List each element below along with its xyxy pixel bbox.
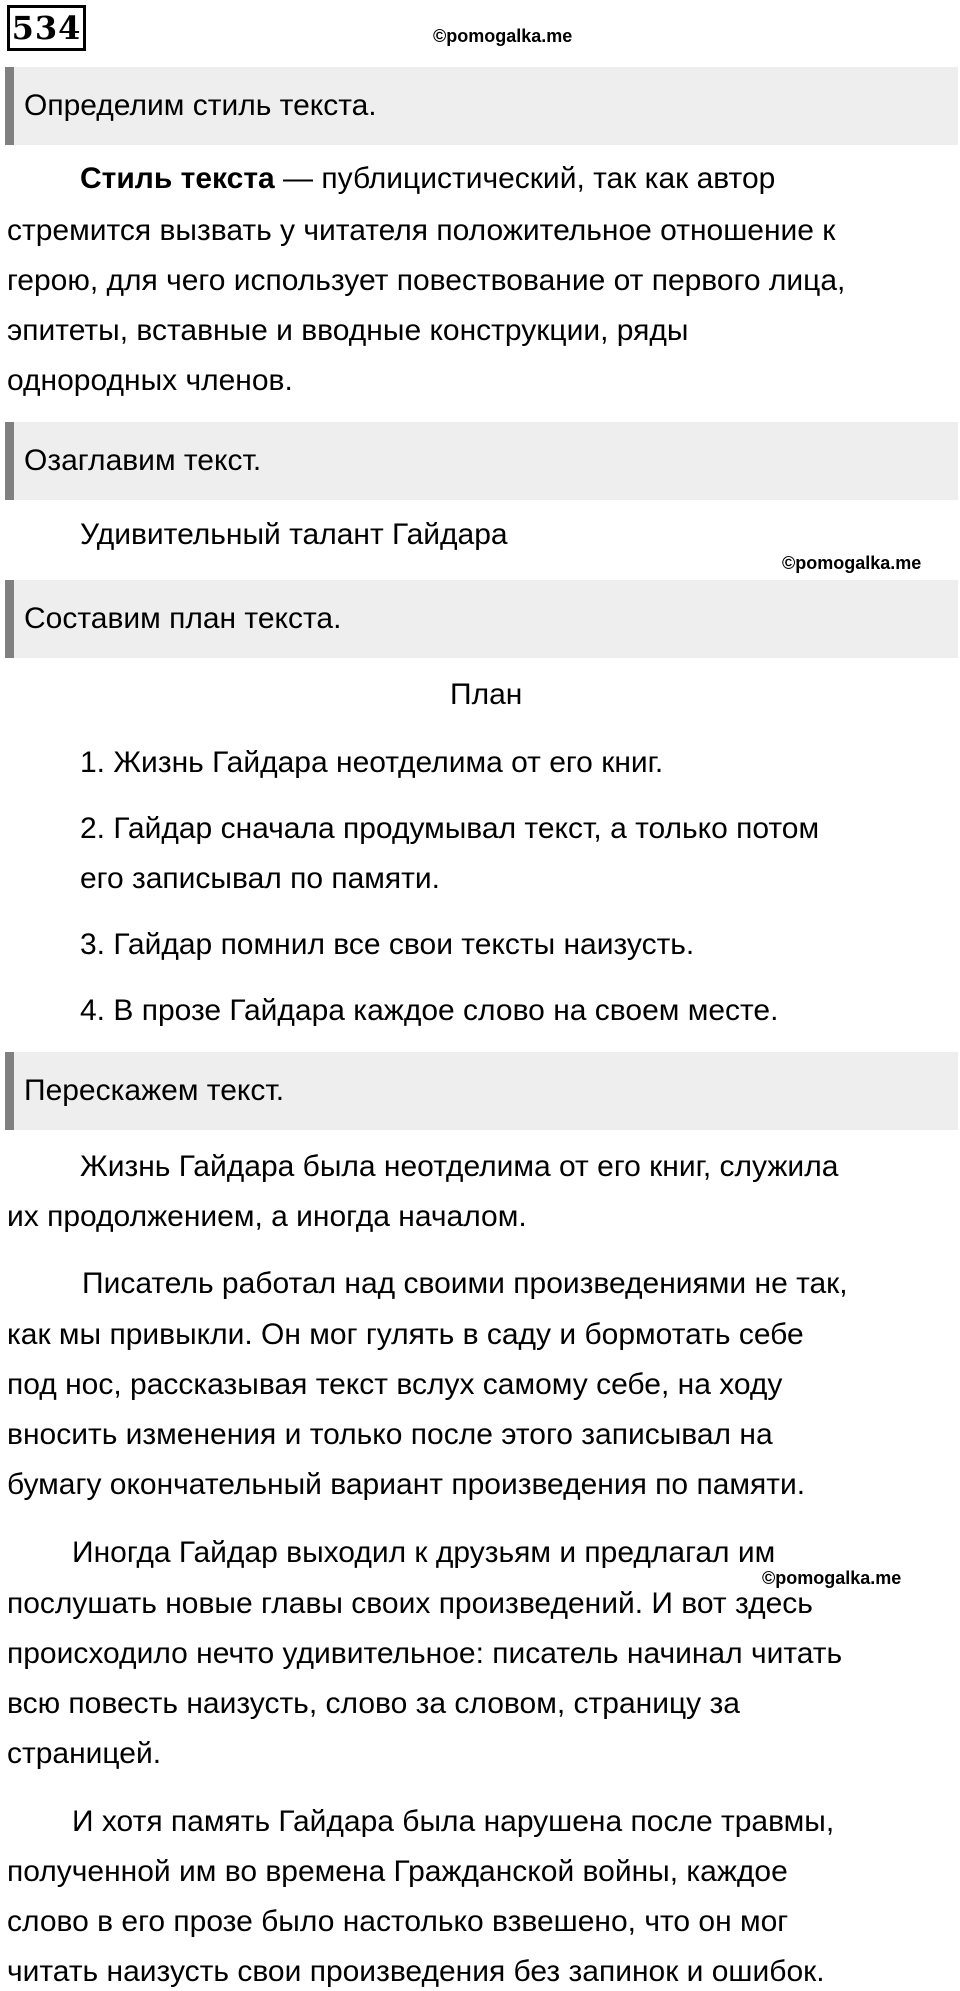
style-line-4: эпитеты, вставные и вводные конструкции, ряды bbox=[7, 314, 689, 347]
plan-item-continuation: его записывал по памяти. bbox=[80, 862, 441, 895]
task-number: 534 bbox=[7, 5, 86, 51]
retell-p3-line: страницей. bbox=[7, 1737, 162, 1770]
section-heading-style: Определим стиль текста. bbox=[5, 67, 958, 145]
retell-p3-line: Иногда Гайдар выходил к друзьям и предлагал им bbox=[72, 1536, 776, 1569]
section-heading-title: Озаглавим текст. bbox=[5, 422, 958, 500]
watermark: ©pomogalka.me bbox=[762, 1568, 902, 1588]
retell-p1-line: Жизнь Гайдара была неотделима от его книг, служила bbox=[80, 1150, 839, 1183]
plan-item: 1. Жизнь Гайдара неотделима от его книг. bbox=[80, 746, 664, 779]
style-term: Стиль текста bbox=[80, 162, 275, 195]
plan-item: 4. В прозе Гайдара каждое слово на своем месте. bbox=[80, 994, 779, 1027]
plan-title: План bbox=[450, 678, 523, 711]
watermark: ©pomogalka.me bbox=[782, 553, 922, 573]
retell-p3-line: происходило нечто удивительное: писатель начинал читать bbox=[7, 1637, 843, 1670]
section-heading-retell: Перескажем текст. bbox=[5, 1052, 958, 1130]
style-line-1 bbox=[80, 162, 775, 196]
retell-p3-line: послушать новые главы своих произведений. И вот здесь bbox=[7, 1587, 813, 1620]
retell-p2-line: Писатель работал над своими произведениями не так, bbox=[82, 1267, 848, 1300]
plan-item: 3. Гайдар помнил все свои тексты наизусть. bbox=[80, 928, 695, 961]
retell-p4-line: читать наизусть свои произведения без запинок и ошибок. bbox=[7, 1955, 825, 1988]
style-line-2: стремится вызвать у читателя положительное отношение к bbox=[7, 214, 836, 247]
plan-item: 2. Гайдар сначала продумывал текст, а только потом bbox=[80, 812, 820, 845]
text-title: Удивительный талант Гайдара bbox=[80, 518, 508, 551]
retell-p4-line: И хотя память Гайдара была нарушена после травмы, bbox=[72, 1805, 835, 1838]
style-line-3: герою, для чего использует повествование от первого лица, bbox=[7, 264, 846, 297]
retell-p2-line: под нос, рассказывая текст вслух самому себе, на ходу bbox=[7, 1368, 783, 1401]
retell-p4-line: полученной им во времена Гражданской войны, каждое bbox=[7, 1855, 788, 1888]
retell-p4-line: слово в его прозе было настолько взвешено, что он мог bbox=[7, 1905, 789, 1938]
watermark: ©pomogalka.me bbox=[433, 26, 573, 46]
style-line-5: однородных членов. bbox=[7, 364, 293, 397]
retell-p3-line: всю повесть наизусть, слово за словом, страницу за bbox=[7, 1687, 740, 1720]
retell-p2-line: вносить изменения и только после этого записывал на bbox=[7, 1418, 773, 1451]
section-heading-plan: Составим план текста. bbox=[5, 580, 958, 658]
retell-p2-line: как мы привыкли. Он мог гулять в саду и бормотать себе bbox=[7, 1318, 804, 1351]
retell-p2-line: бумагу окончательный вариант произведения по памяти. bbox=[7, 1468, 806, 1501]
style-line-1-rest: — публицистический, так как автор bbox=[274, 162, 776, 195]
retell-p1-line: их продолжением, а иногда началом. bbox=[7, 1200, 527, 1233]
